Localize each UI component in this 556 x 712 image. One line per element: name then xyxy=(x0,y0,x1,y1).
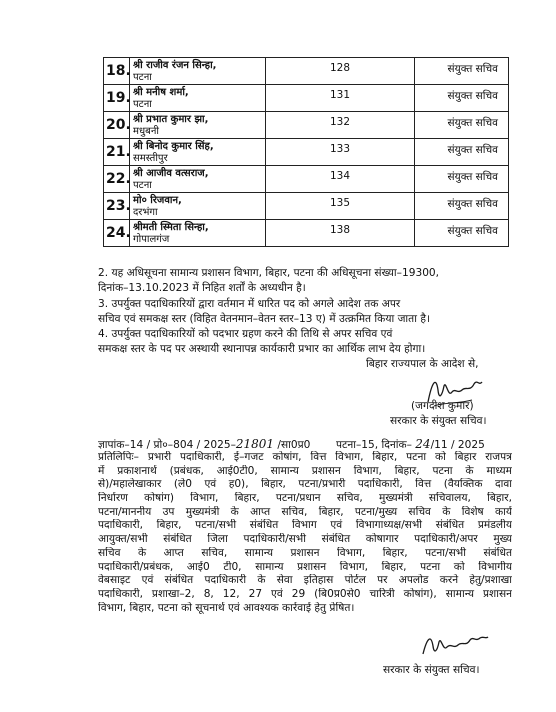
table-row xyxy=(104,112,509,139)
designation: संयुक्त सचिव xyxy=(415,139,509,166)
level-number: 132 xyxy=(266,112,415,139)
copy-to-line: पदाधिकारी, बिहार, पटना/सभी संबंधित विभाग एवं विभागाध्यक्ष/सभी संबंधित प्रमंडलीय xyxy=(98,519,512,532)
copy-to-line: में प्रकाशनार्थ (प्रबंधक, आई0टी0, सामान्य प्रशासन विभाग, बिहार, पटना के माध्यम xyxy=(98,464,512,477)
designation: संयुक्त सचिव xyxy=(415,220,509,247)
copy-to-line: सचिव के आप्त सचिव, सामान्य प्रशासन विभाग, बिहार, पटना/सभी संबंधित xyxy=(98,546,512,559)
paragraph-4-line-1: 4. उपर्युक्त पदाधिकारियों को पदभार ग्रहण करने की तिथि से अपर सचिव एवं xyxy=(98,328,393,340)
copy-to-line: पदाधिकारी, प्रशाखा–2, 8, 12, 27 एवं 29 (बि0प्र0से0 चारित्री कोषांग), सामान्य प्रशासन xyxy=(98,587,512,600)
designation: संयुक्त सचिव xyxy=(415,58,509,85)
memo-number xyxy=(98,437,310,452)
officer-cell xyxy=(130,166,266,193)
officer-place: पटना xyxy=(133,72,152,83)
officer-name: श्री राजीव रंजन सिन्हा, xyxy=(133,60,217,71)
officer-cell xyxy=(130,193,266,220)
paragraph-4 xyxy=(98,327,512,356)
designation: संयुक्त सचिव xyxy=(415,85,509,112)
officer-cell xyxy=(130,112,266,139)
officer-name: मो० रिजवान, xyxy=(133,195,182,206)
paragraph-3-line-1: 3. उपर्युक्त पदाधिकारियों द्वारा वर्तमान में धारित पद को अगले आदेश तक अपर xyxy=(98,298,401,310)
copy-to-line: वेबसाइट एवं संबंधित पदाधिकारी के सेवा इतिहास पोर्टल पर अपलोड करने हेतु/प्रशाखा xyxy=(98,574,512,587)
level-number: 138 xyxy=(266,220,415,247)
closing-signatory-designation: सरकार के संयुक्त सचिव। xyxy=(383,664,480,676)
serial-number: 24. xyxy=(104,220,130,247)
level-number: 133 xyxy=(266,139,415,166)
officer-place: मधुबनी xyxy=(133,126,159,137)
table-row xyxy=(104,220,509,247)
signatory-designation: सरकार के संयुक्त सचिव। xyxy=(390,415,487,427)
officer-cell xyxy=(130,85,266,112)
serial-number: 21. xyxy=(104,139,130,166)
officer-cell xyxy=(130,139,266,166)
paragraph-4-line-2: समकक्ष स्तर के पद पर अस्थायी स्थानापन्न कार्यकारी प्रभार का आर्थिक लाभ देय होगा। xyxy=(98,342,426,355)
copy-to-block xyxy=(98,451,512,615)
designation: संयुक्त सचिव xyxy=(415,112,509,139)
officer-name: श्रीमती स्मिता सिन्हा, xyxy=(133,222,209,233)
memo-number-prefix: ज्ञापांक–14 / प्रो०–804 / 2025– xyxy=(98,439,236,451)
table-row xyxy=(104,193,509,220)
level-number: 134 xyxy=(266,166,415,193)
officer-place: दरभंगा xyxy=(133,207,158,218)
copy-to-line: प्रतिलिपिः– प्रभारी पदाधिकारी, ई–गजट कोषांग, वित्त विभाग, बिहार, पटना को बिहार राजपत्र xyxy=(98,451,512,463)
level-number: 131 xyxy=(266,85,415,112)
copy-to-line: पदाधिकारी/प्रबंधक, आई0 टी0, सामान्य प्रशासन विभाग, बिहार, पटना को विभागीय xyxy=(98,560,512,573)
designation: संयुक्त सचिव xyxy=(415,166,509,193)
table-row xyxy=(104,166,509,193)
serial-number: 19. xyxy=(104,85,130,112)
officer-name: श्री बिनोद कुमार सिंह, xyxy=(133,141,214,152)
memo-place-date xyxy=(336,437,485,452)
serial-number: 18. xyxy=(104,58,130,85)
memo-place-date-prefix: पटना–15, दिनांक– xyxy=(336,439,416,451)
officer-place: समस्तीपुर xyxy=(133,153,168,164)
governor-order-text: बिहार राज्यपाल के आदेश से, xyxy=(366,358,479,370)
officer-place: पटना xyxy=(133,99,152,110)
officer-cell xyxy=(130,220,266,247)
table-row xyxy=(104,139,509,166)
memo-number-handwritten: 21801 xyxy=(235,437,275,451)
copy-to-line: आयुक्त/सभी संबंधित जिला पदाधिकारी/सभी संबंधित कोषागार पदाधिकारी/अपर मुख्य xyxy=(98,533,512,546)
serial-number: 23. xyxy=(104,193,130,220)
table-row xyxy=(104,85,509,112)
paragraph-3-line-2: सचिव एवं समकक्ष स्तर (विहित वेतनमान–वेतन स्तर–13 ए) में उत्क्रमित किया जाता है। xyxy=(98,312,430,325)
paragraph-2-line-2: दिनांक–13.10.2023 में निहित शर्तों के अध्यधीन है। xyxy=(98,281,306,294)
officer-name: श्री आजीव वत्सराज, xyxy=(133,168,209,179)
paragraph-2 xyxy=(98,266,512,295)
officer-name: श्री मनीष शर्मा, xyxy=(133,87,189,98)
closing-signature-image xyxy=(420,630,490,662)
serial-number: 20. xyxy=(104,112,130,139)
officer-place: गोपालगंज xyxy=(133,234,170,245)
paragraph-2-line-1: 2. यह अधिसूचना सामान्य प्रशासन विभाग, बिहार, पटना की अधिसूचना संख्या–19300, xyxy=(98,267,440,279)
memo-date-handwritten: 24 xyxy=(415,437,431,451)
signatory-name: (जगदीश कुमार) xyxy=(411,400,474,412)
officer-name: श्री प्रभात कुमार झा, xyxy=(133,114,209,125)
copy-to-line: विभाग, बिहार, पटना को सूचनार्थ एवं आवश्यक कार्रवाई हेतु प्रेषित। xyxy=(98,601,355,614)
paragraph-3 xyxy=(98,297,512,326)
memo-date-suffix: /11 / 2025 xyxy=(430,439,485,451)
copy-to-line: से)/महालेखाकार (ले0 एवं ह0), बिहार, पटना/प्रभारी पदाधिकारी, वित्त (वैयक्तिक दावा xyxy=(98,478,512,491)
memo-number-suffix: /सा0प्र0 xyxy=(274,439,311,451)
copy-to-line: निर्धारण कोषांग) विभाग, बिहार, पटना/प्रधान सचिव, मुख्यमंत्री सचिवालय, बिहार, xyxy=(98,492,512,505)
serial-number: 22. xyxy=(104,166,130,193)
copy-to-line: पटना/माननीय उप मुख्यमंत्री के आप्त सचिव, बिहार, पटना/मुख्य सचिव के विशेष कार्य xyxy=(98,505,512,518)
officers-table xyxy=(103,57,509,247)
designation: संयुक्त सचिव xyxy=(415,193,509,220)
level-number: 135 xyxy=(266,193,415,220)
officer-place: पटना xyxy=(133,180,152,191)
officer-cell xyxy=(130,58,266,85)
level-number: 128 xyxy=(266,58,415,85)
table-row xyxy=(104,58,509,85)
